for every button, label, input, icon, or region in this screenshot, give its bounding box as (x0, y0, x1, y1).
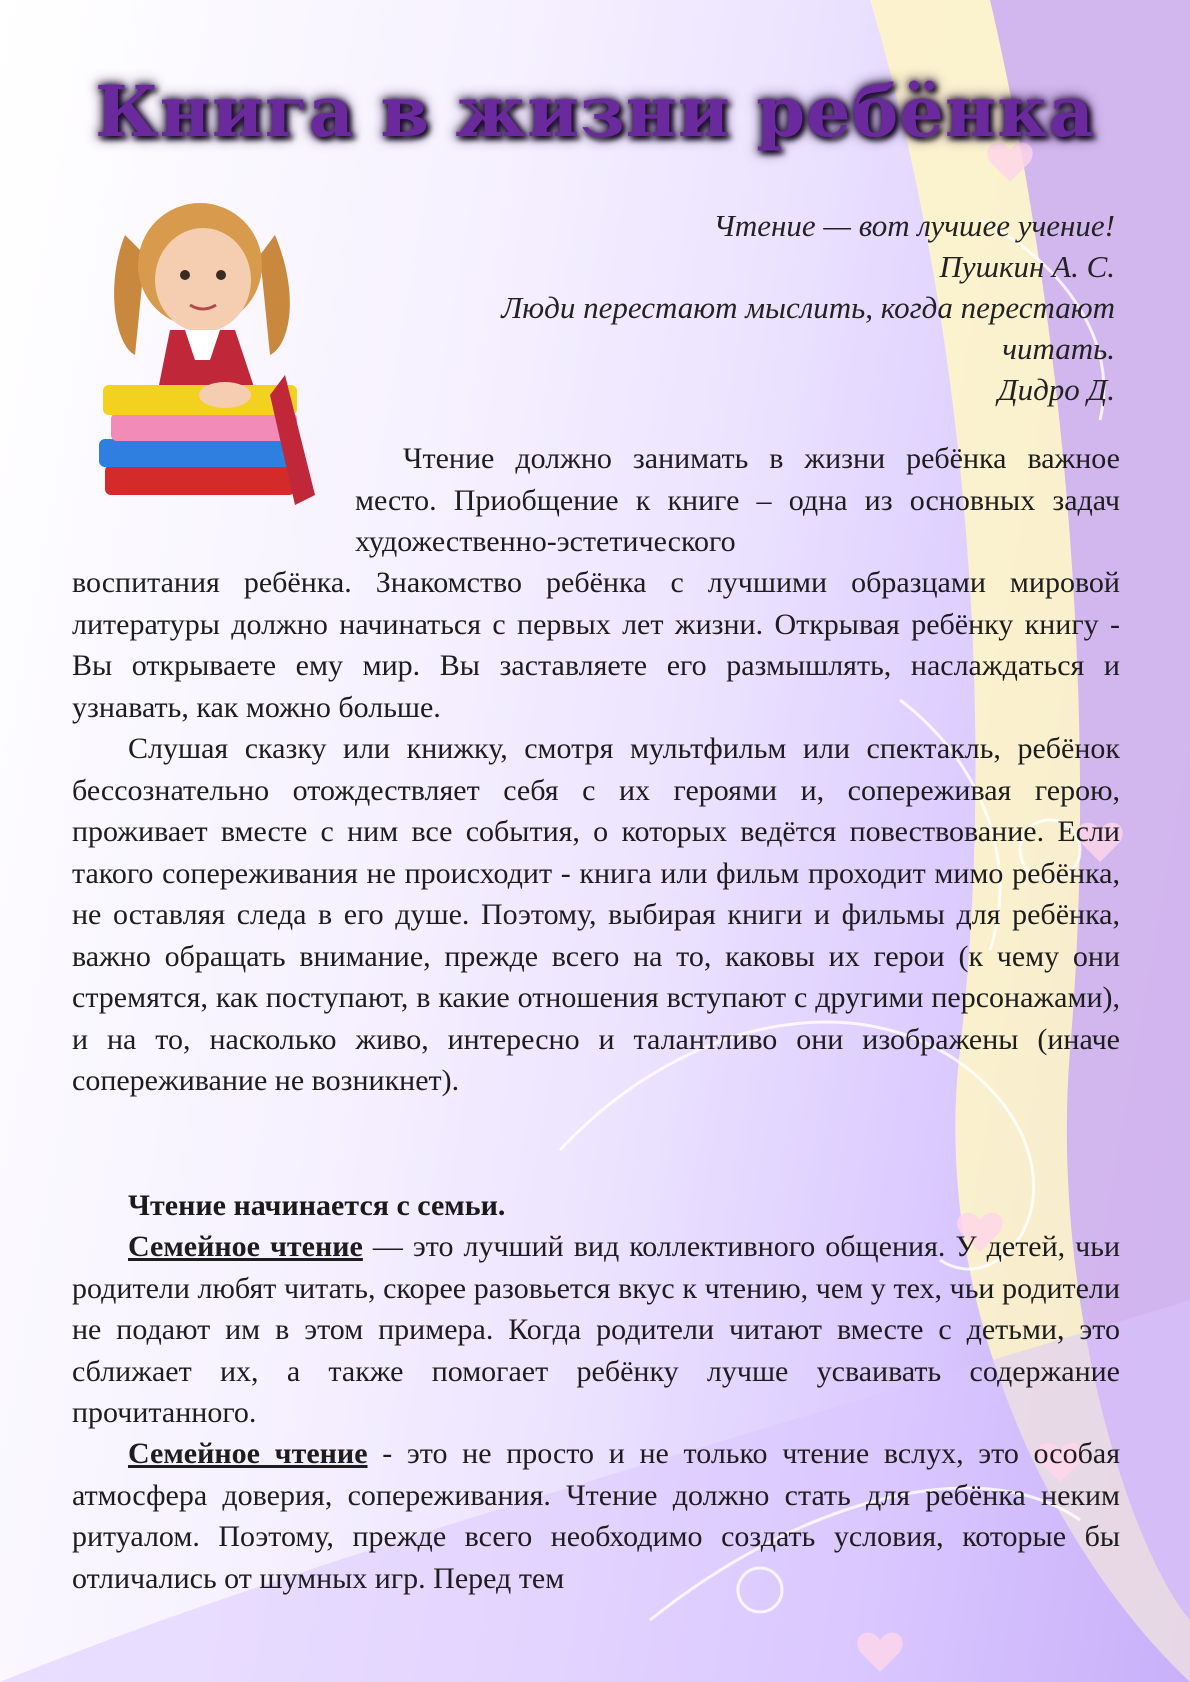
quote-2-author: Дидро Д. (997, 372, 1115, 407)
quote-2-line-1: Люди перестают мыслить, когда перестают (501, 290, 1115, 325)
paragraph-1-continued: воспитания ребёнка. Знакомство ребёнка с лучшими образцами мировой литературы должно начинаться с первых лет жизни. Открывая ребёнку книгу - Вы открываете ему мир. Вы заставляете его размышлять, наслаждаться и узнавать, как можно больше. (72, 566, 1120, 724)
paragraph-4-term: Семейное чтение (128, 1437, 368, 1470)
quote-1: Чтение — вот лучшее учение! (713, 208, 1115, 243)
paragraph-4 (72, 1433, 1120, 1599)
epigraph-quotes (355, 205, 1115, 410)
paragraph-3-term: Семейное чтение (128, 1230, 363, 1263)
quote-2-line-2: читать. (1002, 331, 1115, 366)
paragraph-3-text: — это лучший вид коллективного общения. У детей, чьи родители любят читать, скорее разовьется вкус к чтению, чем у тех, чьи родители не подают им в этом примера. Когда родители читают вместе с детьми, это сближает их, а также помогает ребёнку лучше усваивать содержание прочитанного. (72, 1230, 1121, 1429)
quote-1-author: Пушкин А. С. (939, 249, 1115, 284)
paragraph-2: Слушая сказку или книжку, смотря мультфильм или спектакль, ребёнок бессознательно отождествляет себя с их героями и, сопереживая герою, проживает вместе с ним все события, о которых ведётся повествование. Если такого сопереживания не происходит - книга или фильм проходит мимо ребёнка, не оставляя следа в его душе. Поэтому, выбирая книги и фильмы для ребёнка, важно обращать внимание, прежде всего на то, каковы их герои (к чему они стремятся, как поступают, в какие отношения вступают с другими персонажами), и на то, насколько живо, интересно и талантливо они изображены (иначе сопереживание не возникнет). (72, 732, 1120, 1097)
girl-with-books-illustration (85, 195, 345, 540)
paragraph-4-text: - это не просто и не только чтение вслух, это особая атмосфера доверия, сопереживания. Чтение должно стать для ребёнка неким ритуалом. Поэтому, прежде всего необходимо создать условия, которые бы отличались от шумных игр. Перед тем (72, 1437, 1120, 1595)
paragraph-3 (72, 1226, 1120, 1434)
page-title: Книга в жизни ребёнка (94, 70, 1096, 153)
paragraph-1: Чтение должно занимать в жизни ребёнка важное место. Приобщение к книге – одна из основных задач художественно-эстетического (355, 442, 1120, 558)
section-heading: Чтение начинается с семьи. (128, 1189, 506, 1222)
